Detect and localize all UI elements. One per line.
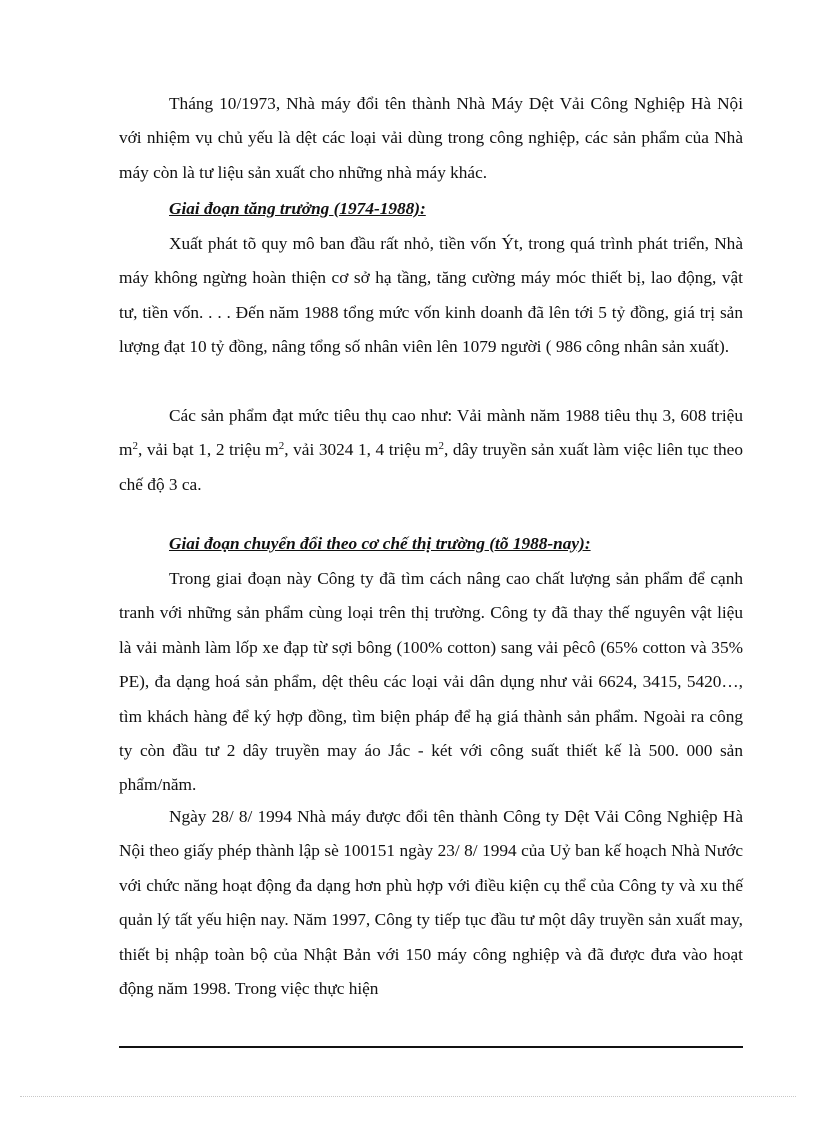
paragraph-products-consumption: Các sản phẩm đạt mức tiêu thụ cao như: Vải mành năm 1988 tiêu thụ 3, 608 triệu $m^2$, vải bạt 1, 2 triệu $m^2$, vải 3024 1, 4 triệu $m^2$, dây truyền sản xuất làm việc liên tục theo chế độ 3 ca. — [119, 406, 743, 494]
paragraph-market-transition-details: Trong giai đoạn này Công ty đã tìm cách nâng cao chất lượng sản phẩm để cạnh tranh với những sản phẩm cùng loại trên thị trường. Công ty đã thay thế nguyên vật liệu là vải mành làm lốp xe đạp từ sợi bông (100% cotton) sang vải pêcô (65% cotton và 35% PE), đa dạng hoá sản phẩm, dệt thêu các loại vải dân dụng như vải 6624, 3415, 5420…, tìm khách hàng để ký hợp đồng, tìm biện pháp để hạ giá thành sản phẩm. Ngoài ra công ty còn đầu tư 2 dây truyền may áo Jắc - két với công suất thiết kế là 500. 000 sản phẩm/năm. — [119, 569, 743, 795]
paragraph-growth-details: Xuất phát tõ quy mô ban đầu rất nhỏ, tiền vốn Ýt, trong quá trình phát triển, Nhà máy không ngừng hoàn thiện cơ sở hạ tầng, tăng cường máy móc thiết bị, lao động, vật tư, tiền vốn. . . . Đến năm 1988 tổng mức vốn kinh doanh đã lên tới 5 tỷ đồng, giá trị sản lượng đạt 10 tỷ đồng, nâng tổng số nhân viên lên 1079 người ( 986 công nhân sản xuất). — [119, 234, 743, 357]
footer-divider — [119, 1046, 743, 1048]
page-bottom-dotted-line — [20, 1096, 796, 1097]
paragraph-name-change-1973: Tháng 10/1973, Nhà máy đổi tên thành Nhà Máy Dệt Vải Công Nghiệp Hà Nội với nhiệm vụ chủ yếu là dệt các loại vải dùng trong công nghiệp, các sản phẩm của Nhà máy còn là tư liệu sản xuất cho những nhà máy khác. — [119, 94, 743, 182]
heading-market-transition-period: Giai đoạn chuyển đổi theo cơ chế thị trường (tõ 1988-nay): — [169, 534, 591, 553]
paragraph-company-renaming-1994: Ngày 28/ 8/ 1994 Nhà máy được đổi tên thành Công ty Dệt Vải Công Nghiệp Hà Nội theo giấy phép thành lập sè 100151 ngày 23/ 8/ 1994 của Uỷ ban kế hoạch Nhà Nước với chức năng hoạt động đa dạng hơn phù hợp với điều kiện cụ thể của Công ty và xu thế quản lý tất yếu hiện nay. Năm 1997, Công ty tiếp tục đầu tư một dây truyền sản xuất may, thiết bị nhập toàn bộ của Nhật Bản với 150 máy công nghiệp và đã được đưa vào hoạt động năm 1998. Trong việc thực hiện — [119, 807, 743, 999]
heading-growth-period: Giai đoạn tăng trưởng (1974-1988): — [169, 199, 426, 218]
